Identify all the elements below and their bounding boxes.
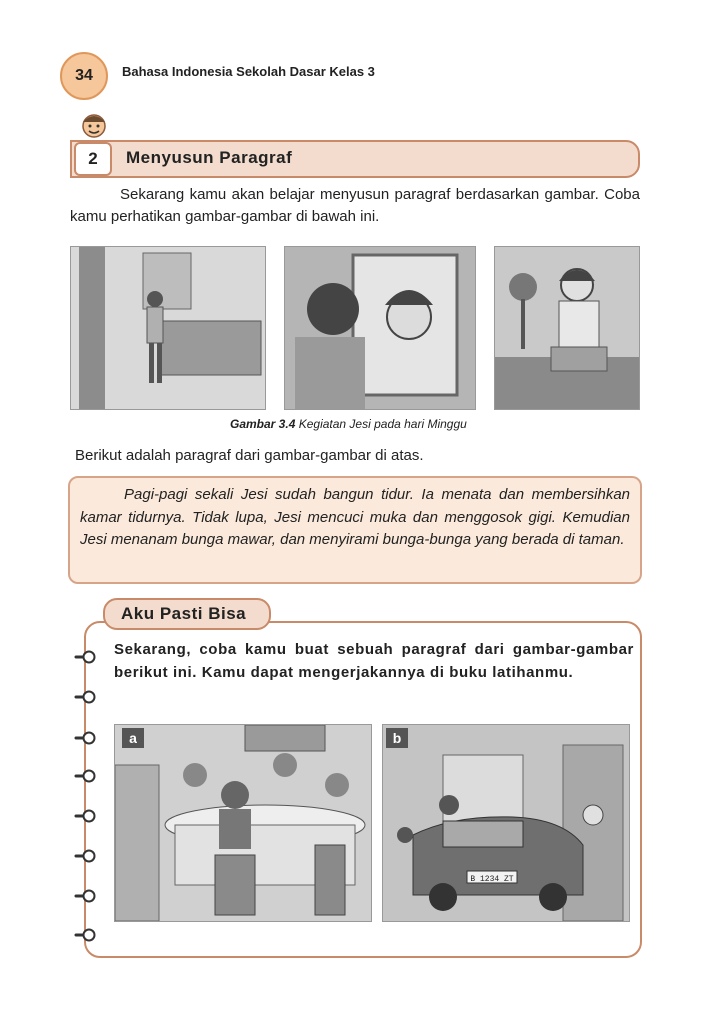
page-number-badge xyxy=(60,52,108,100)
binder-ring-icon xyxy=(74,769,96,783)
exercise-tab xyxy=(103,598,271,630)
page-number: 34 xyxy=(75,67,93,84)
illustration-bedroom xyxy=(70,246,266,410)
illustration-washing-face xyxy=(284,246,476,410)
running-head: Bahasa Indonesia Sekolah Dasar Kelas 3 xyxy=(122,64,375,79)
binder-ring-icon xyxy=(74,849,96,863)
picture-b-label xyxy=(386,728,408,748)
mascot-icon xyxy=(74,112,114,144)
illustration-family-dinner xyxy=(114,724,372,922)
section-title: Menyusun Paragraf xyxy=(126,148,293,167)
binder-ring-icon xyxy=(74,928,96,942)
picture-a-letter: a xyxy=(129,730,137,746)
picture-a-label xyxy=(122,728,144,748)
exercise-title: Aku Pasti Bisa xyxy=(121,604,247,623)
exercise-instruction: Sekarang, coba kamu buat sebuah paragraf dari gambar-gambar berikut ini. Kamu dapat mengerjakannya di buku latihanmu. xyxy=(114,641,634,681)
example-paragraph: Pagi-pagi sekali Jesi sudah bangun tidur. Ia menata dan membersihkan kamar tidurnya. Tidak lupa, Jesi mencuci muka dan menggosok gigi. Kemudian Jesi menanam bunga mawar, dan menyirami bunga-bunga yang berada di taman. xyxy=(80,486,630,548)
caption-label: Gambar 3.4 xyxy=(230,417,296,431)
illustration-car-washing xyxy=(382,724,630,922)
binder-ring-icon xyxy=(74,731,96,745)
lead-sentence: Berikut adalah paragraf dari gambar-gambar di atas. xyxy=(75,447,424,464)
picture-b-letter: b xyxy=(392,730,402,746)
license-plate: B 1234 ZT xyxy=(470,875,514,884)
binder-ring-icon xyxy=(74,809,96,823)
binder-ring-icon xyxy=(74,650,96,664)
illustration-gardening xyxy=(494,246,640,410)
binder-ring-icon xyxy=(74,889,96,903)
section-number: 2 xyxy=(74,142,112,176)
figure-caption xyxy=(230,417,467,431)
binder-ring-icon xyxy=(74,690,96,704)
caption-text: Kegiatan Jesi pada hari Minggu xyxy=(298,417,467,431)
intro-paragraph: Sekarang kamu akan belajar menyusun paragraf berdasarkan gambar. Coba kamu perhatikan gambar-gambar di bawah ini. xyxy=(70,186,640,225)
